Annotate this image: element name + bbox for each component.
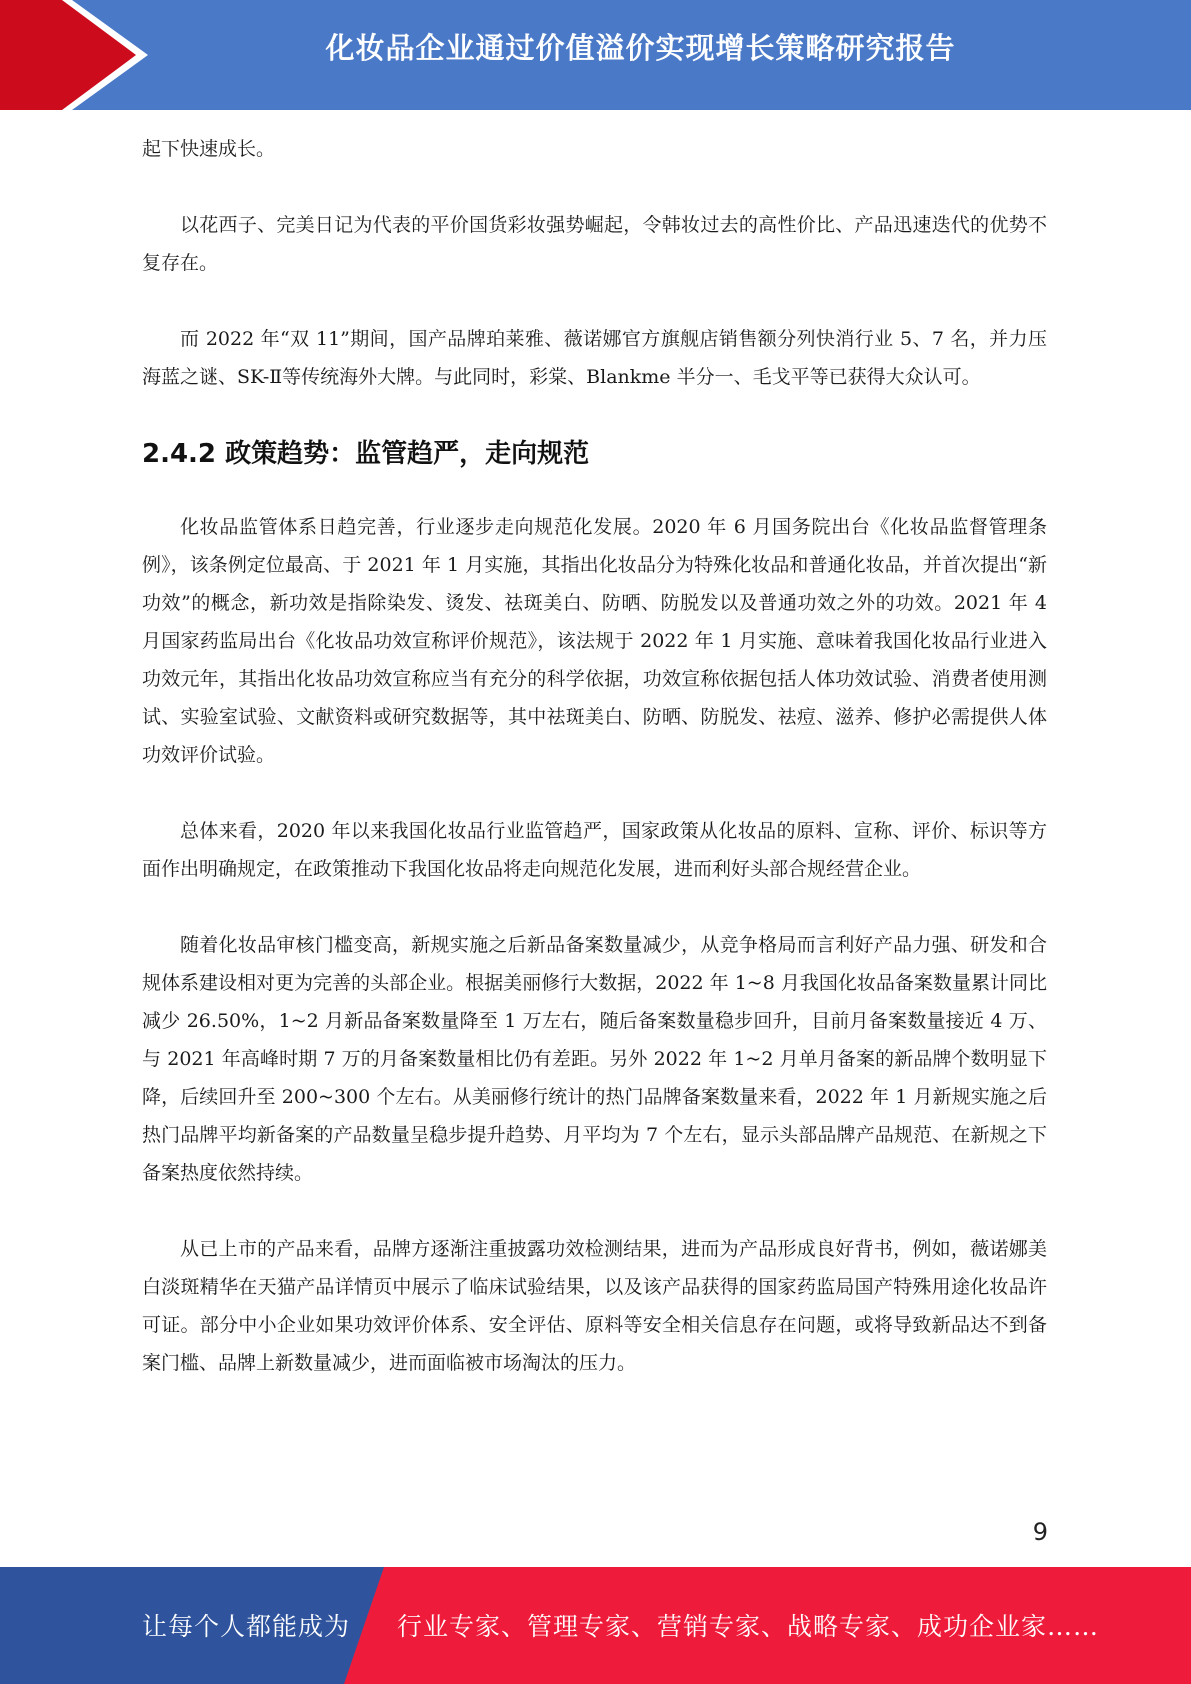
- footer-slogan-right: 行业专家、管理专家、营销专家、战略专家、成功企业家……: [397, 1612, 1100, 1641]
- paragraph: 起下快速成长。: [142, 138, 276, 160]
- paragraph: 以花西子、完美日记为代表的平价国货彩妆强势崛起，令韩妆过去的高性价比、产品迅速迭代的优势不复存在。: [142, 214, 1047, 274]
- report-title: 化妆品企业通过价值溢价实现增长策略研究报告: [325, 31, 956, 65]
- paragraph: 总体来看，2020 年以来我国化妆品行业监管趋严，国家政策从化妆品的原料、宣称、评价、标识等方面作出明确规定，在政策推动下我国化妆品将走向规范化发展，进而利好头部合规经营企业。: [142, 820, 1047, 880]
- paragraph: 从已上市的产品来看，品牌方逐渐注重披露功效检测结果，进而为产品形成良好背书，例如，薇诺娜美白淡斑精华在天猫产品详情页中展示了临床试验结果，以及该产品获得的国家药监局国产特殊用途化妆品许可证。部分中小企业如果功效评价体系、安全评估、原料等安全相关信息存在问题，或将导致新品达不到备案门槛、品牌上新数量减少，进而面临被市场淘汰的压力。: [142, 1238, 1047, 1374]
- page-header: [0, 0, 1191, 110]
- paragraph: 化妆品监管体系日趋完善，行业逐步走向规范化发展。2020 年 6 月国务院出台《化妆品监督管理条例》，该条例定位最高、于 2021 年 1 月实施，其指出化妆品分为特殊化妆品和普通化妆品，并首次提出“新功效”的概念，新功效是指除染发、烫发、祛斑美白、防晒、防脱发以及普通功效之外的功效。2021 年 4 月国家药监局出台《化妆品功效宣称评价规范》，该法规于 2022 年 1 月实施、意味着我国化妆品行业进入功效元年，其指出化妆品功效宣称应当有充分的科学依据，功效宣称依据包括人体功效试验、消费者使用测试、实验室试验、文献资料或研究数据等，其中祛斑美白、防晒、防脱发、祛痘、滋养、修护必需提供人体功效评价试验。: [142, 516, 1047, 766]
- page-footer: [0, 1567, 1191, 1684]
- main-content: [142, 130, 1047, 1420]
- paragraph: 随着化妆品审核门槛变高，新规实施之后新品备案数量减少，从竞争格局而言利好产品力强、研发和合规体系建设相对更为完善的头部企业。根据美丽修行大数据，2022 年 1~8 月我国化妆品备案数量累计同比减少 26.50%，1~2 月新品备案数量降至 1 万左右，随后备案数量稳步回升，目前月备案数量接近 4 万、与 2021 年高峰时期 7 万的月备案数量相比仍有差距。另外 2022 年 1~2 月单月备案的新品牌个数明显下降，后续回升至 200~300 个左右。从美丽修行统计的热门品牌备案数量来看，2022 年 1 月新规实施之后热门品牌平均新备案的产品数量呈稳步提升趋势、月平均为 7 个左右，显示头部品牌产品规范、在新规之下备案热度依然持续。: [142, 934, 1047, 1184]
- header-chevron-decoration: [0, 0, 160, 110]
- paragraph: 而 2022 年“双 11”期间，国产品牌珀莱雅、薇诺娜官方旗舰店销售额分列快消行业 5、7 名，并力压海蓝之谜、SK-Ⅱ等传统海外大牌。与此同时，彩棠、Blankme 半分一、毛戈平等已获得大众认可。: [142, 328, 1047, 388]
- section-heading: 2.4.2 政策趋势：监管趋严，走向规范: [142, 439, 590, 469]
- footer-slogan-left: 让每个人都能成为: [142, 1612, 351, 1641]
- page-number: 9: [1032, 1518, 1048, 1546]
